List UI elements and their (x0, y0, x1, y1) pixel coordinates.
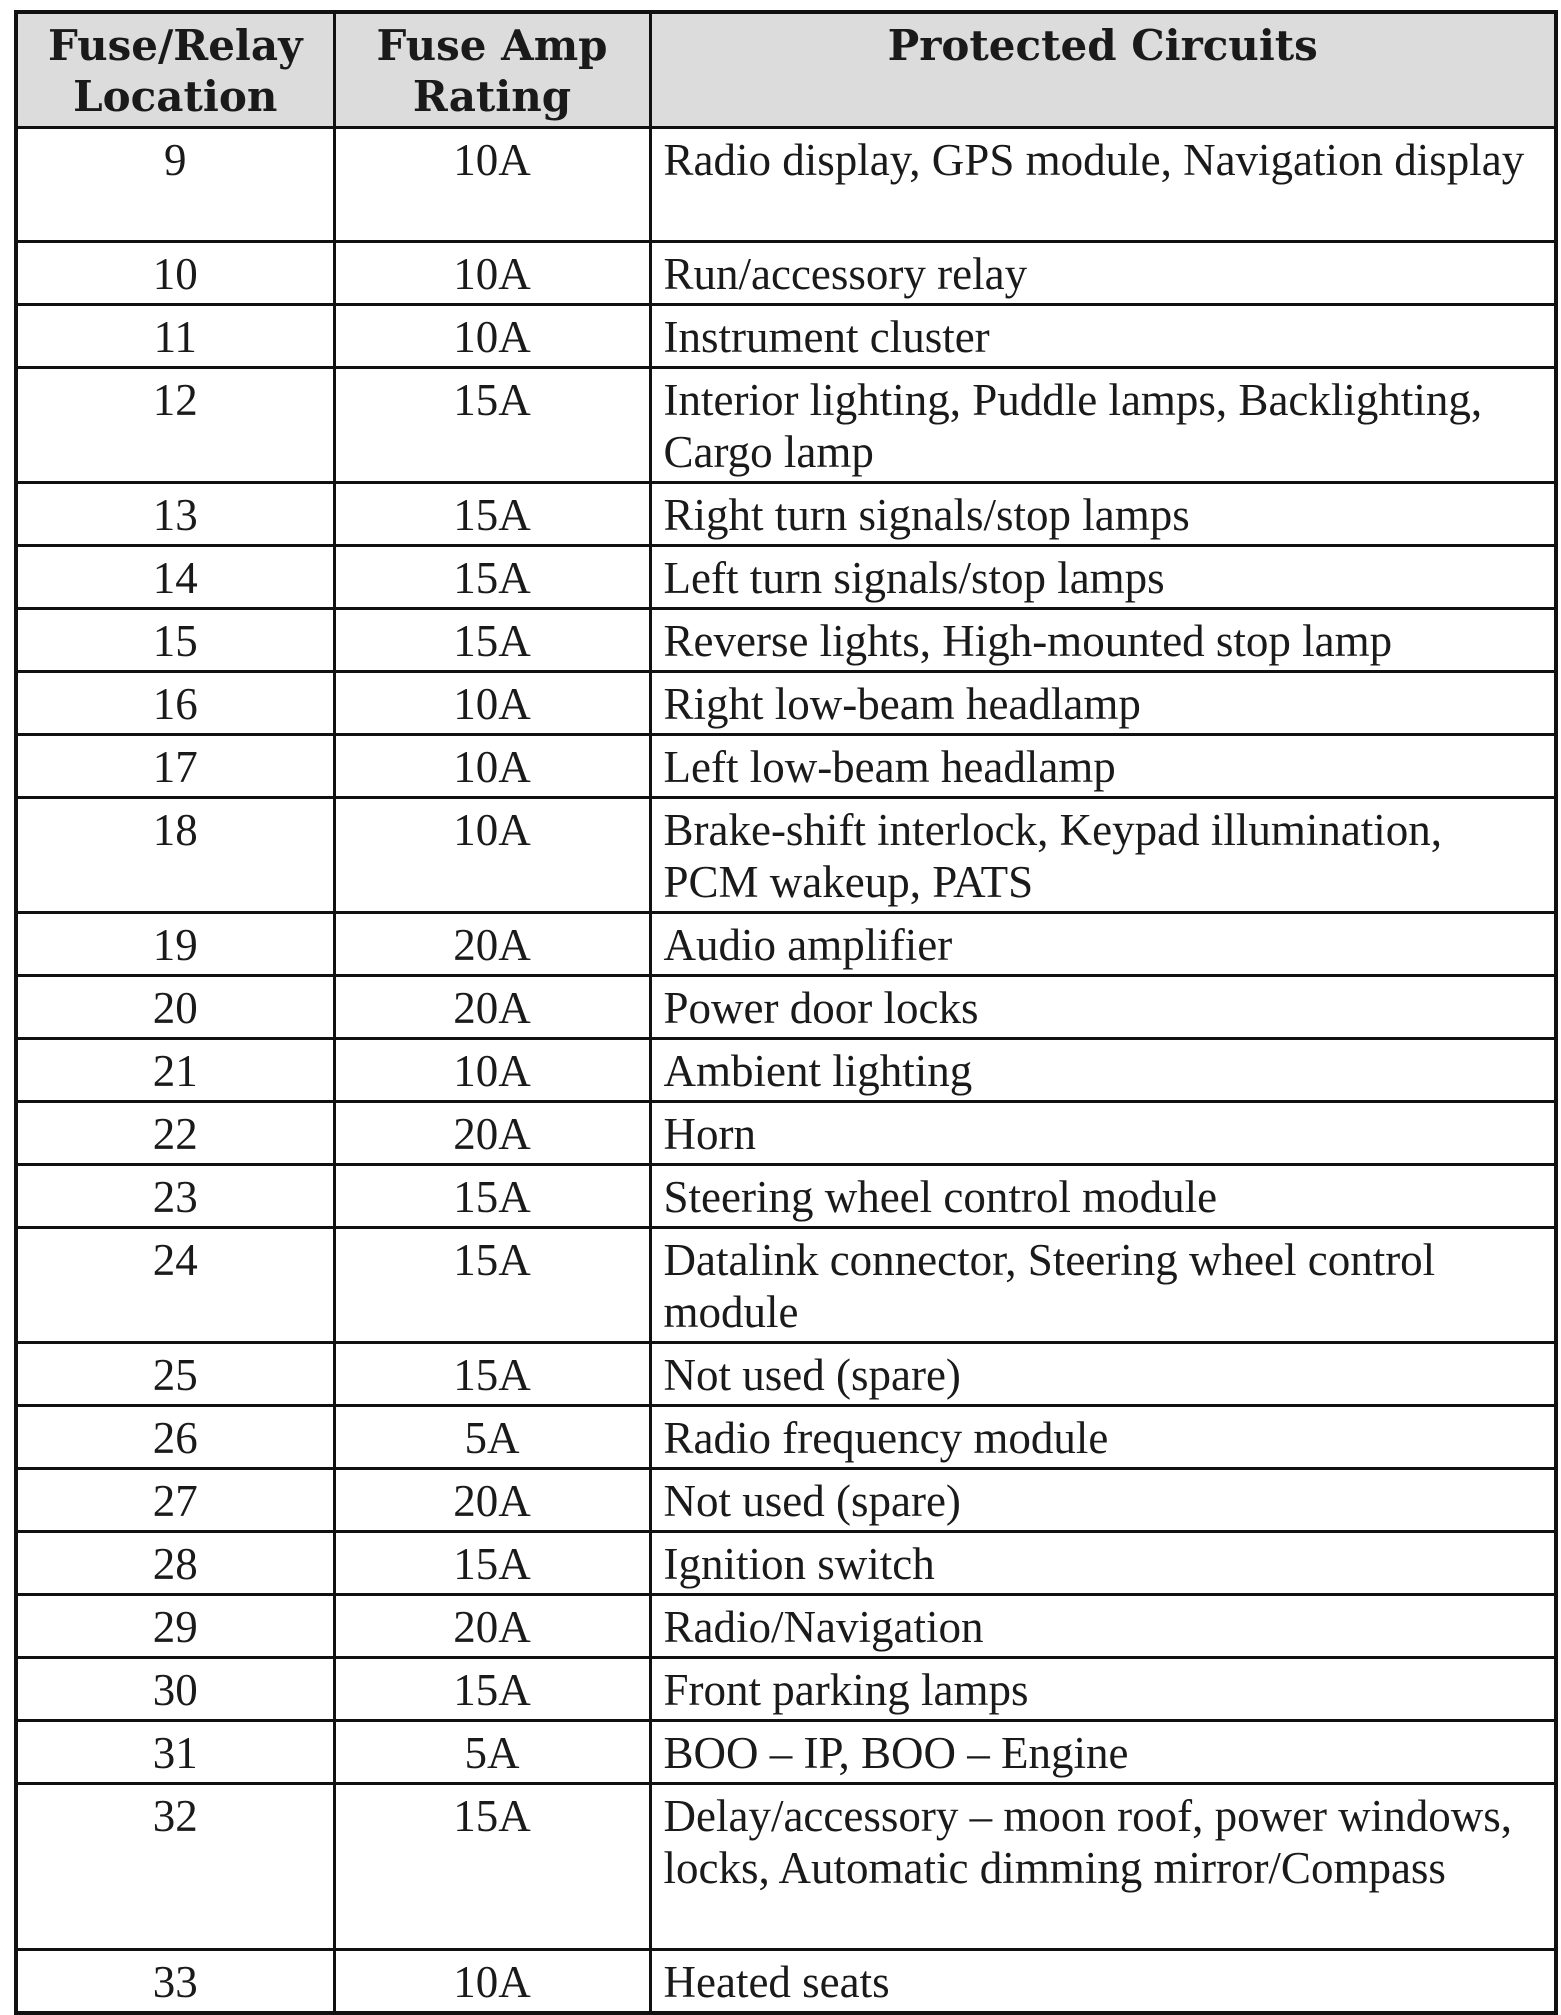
protected-circuits-cell: Reverse lights, High-mounted stop lamp (650, 609, 1556, 672)
header-amp-line1: Fuse Amp (376, 21, 608, 70)
fuse-amp-cell: 15A (334, 546, 650, 609)
table-row (16, 1784, 1556, 1950)
protected-circuits-cell: Horn (650, 1102, 1556, 1165)
fuse-location-cell: 32 (16, 1784, 334, 1950)
header-location-line2: Location (73, 72, 278, 121)
fuse-amp-cell: 15A (334, 1228, 650, 1343)
fuse-location-cell: 23 (16, 1165, 334, 1228)
fuse-location-cell: 29 (16, 1595, 334, 1658)
header-location (16, 12, 334, 128)
fuse-amp-cell: 20A (334, 913, 650, 976)
fuse-amp-cell: 20A (334, 1102, 650, 1165)
fuse-location-cell: 28 (16, 1532, 334, 1595)
fuse-location-cell: 25 (16, 1343, 334, 1406)
fuse-amp-cell: 10A (334, 1039, 650, 1102)
table-row (16, 1102, 1556, 1165)
protected-circuits-cell: Power door locks (650, 976, 1556, 1039)
fuse-location-cell: 21 (16, 1039, 334, 1102)
protected-circuits-cell: Heated seats (650, 1950, 1556, 2014)
protected-circuits-cell: Delay/accessory – moon roof, power windows, locks, Automatic dimming mirror/Compass (650, 1784, 1556, 1950)
fuse-amp-cell: 20A (334, 1595, 650, 1658)
fuse-location-cell: 20 (16, 976, 334, 1039)
fuse-location-cell: 18 (16, 798, 334, 913)
table-row (16, 1228, 1556, 1343)
header-amp-line2: Rating (412, 72, 572, 121)
fuse-location-cell: 33 (16, 1950, 334, 2014)
protected-circuits-cell: Radio frequency module (650, 1406, 1556, 1469)
fuse-location-cell: 19 (16, 913, 334, 976)
fuse-amp-cell: 10A (334, 1950, 650, 2014)
protected-circuits-cell: Radio/Navigation (650, 1595, 1556, 1658)
fuse-amp-cell: 15A (334, 368, 650, 483)
fuse-location-cell: 22 (16, 1102, 334, 1165)
fuse-amp-cell: 15A (334, 1343, 650, 1406)
protected-circuits-cell: Not used (spare) (650, 1469, 1556, 1532)
table-row (16, 913, 1556, 976)
table-row (16, 1658, 1556, 1721)
protected-circuits-cell: BOO – IP, BOO – Engine (650, 1721, 1556, 1784)
fuse-location-cell: 13 (16, 483, 334, 546)
table-row (16, 1950, 1556, 2014)
protected-circuits-cell: Brake-shift interlock, Keypad illumination, PCM wakeup, PATS (650, 798, 1556, 913)
protected-circuits-cell: Left low-beam headlamp (650, 735, 1556, 798)
fuse-amp-cell: 20A (334, 976, 650, 1039)
protected-circuits-cell: Ignition switch (650, 1532, 1556, 1595)
table-row (16, 1039, 1556, 1102)
table-row (16, 368, 1556, 483)
fuse-table (14, 10, 1558, 2015)
table-row (16, 1165, 1556, 1228)
table-row (16, 1406, 1556, 1469)
fuse-amp-cell: 5A (334, 1721, 650, 1784)
fuse-location-cell: 12 (16, 368, 334, 483)
fuse-location-cell: 27 (16, 1469, 334, 1532)
table-row (16, 1469, 1556, 1532)
fuse-location-cell: 15 (16, 609, 334, 672)
table-row (16, 735, 1556, 798)
protected-circuits-cell: Instrument cluster (650, 305, 1556, 368)
protected-circuits-cell: Audio amplifier (650, 913, 1556, 976)
fuse-location-cell: 26 (16, 1406, 334, 1469)
table-row (16, 242, 1556, 305)
fuse-amp-cell: 15A (334, 1165, 650, 1228)
protected-circuits-cell: Right low-beam headlamp (650, 672, 1556, 735)
fuse-amp-cell: 10A (334, 798, 650, 913)
protected-circuits-cell: Steering wheel control module (650, 1165, 1556, 1228)
table-row (16, 546, 1556, 609)
table-row (16, 798, 1556, 913)
protected-circuits-cell: Radio display, GPS module, Navigation display (650, 128, 1556, 242)
fuse-location-cell: 17 (16, 735, 334, 798)
fuse-amp-cell: 10A (334, 672, 650, 735)
fuse-location-cell: 16 (16, 672, 334, 735)
fuse-location-cell: 14 (16, 546, 334, 609)
table-row (16, 1532, 1556, 1595)
fuse-location-cell: 9 (16, 128, 334, 242)
fuse-location-cell: 24 (16, 1228, 334, 1343)
protected-circuits-cell: Interior lighting, Puddle lamps, Backlighting, Cargo lamp (650, 368, 1556, 483)
fuse-location-cell: 31 (16, 1721, 334, 1784)
protected-circuits-cell: Run/accessory relay (650, 242, 1556, 305)
table-row (16, 483, 1556, 546)
protected-circuits-cell: Ambient lighting (650, 1039, 1556, 1102)
table-row (16, 1721, 1556, 1784)
header-location-line1: Fuse/Relay (47, 21, 303, 70)
protected-circuits-cell: Left turn signals/stop lamps (650, 546, 1556, 609)
table-row (16, 1595, 1556, 1658)
protected-circuits-cell: Front parking lamps (650, 1658, 1556, 1721)
fuse-amp-cell: 20A (334, 1469, 650, 1532)
fuse-amp-cell: 15A (334, 1532, 650, 1595)
table-row (16, 1343, 1556, 1406)
fuse-amp-cell: 10A (334, 305, 650, 368)
fuse-amp-cell: 10A (334, 242, 650, 305)
fuse-amp-cell: 10A (334, 735, 650, 798)
table-row (16, 672, 1556, 735)
header-row (16, 12, 1556, 128)
table-row (16, 609, 1556, 672)
table-row (16, 976, 1556, 1039)
protected-circuits-cell: Not used (spare) (650, 1343, 1556, 1406)
fuse-location-cell: 11 (16, 305, 334, 368)
fuse-amp-cell: 15A (334, 1784, 650, 1950)
protected-circuits-cell: Datalink connector, Steering wheel control module (650, 1228, 1556, 1343)
table-header (16, 12, 1556, 128)
fuse-amp-cell: 5A (334, 1406, 650, 1469)
table-row (16, 128, 1556, 242)
protected-circuits-cell: Right turn signals/stop lamps (650, 483, 1556, 546)
fuse-amp-cell: 15A (334, 1658, 650, 1721)
header-amp-rating (334, 12, 650, 128)
table-row (16, 305, 1556, 368)
fuse-amp-cell: 10A (334, 128, 650, 242)
fuse-location-cell: 30 (16, 1658, 334, 1721)
fuse-amp-cell: 15A (334, 609, 650, 672)
fuse-location-cell: 10 (16, 242, 334, 305)
table-body (16, 128, 1556, 2014)
fuse-amp-cell: 15A (334, 483, 650, 546)
header-protected-circuits: Protected Circuits (650, 12, 1556, 128)
